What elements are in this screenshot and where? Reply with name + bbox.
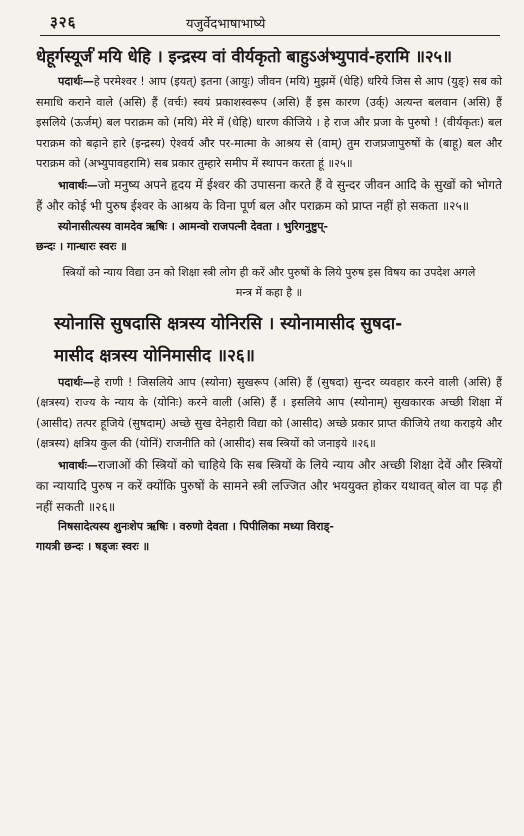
rishi-line-26a: स्योनासीत्यस्य वामदेव ऋषिः । आमन्वो राजपत्नी देवता । भुरिगनुष्टुप्- — [58, 219, 329, 233]
bhavarth-label: भावार्थः— — [58, 458, 98, 472]
page-header — [36, 0, 502, 40]
page-number: ३२६ — [50, 13, 77, 31]
padarth-26 — [36, 373, 502, 455]
running-title: यजुर्वेदभाषाभाष्ये — [186, 17, 266, 32]
padarth-text: हे राणी ! जिसलिये आप (स्योना) सुखरूप (असि) हैं (सुषदा) सुन्दर व्यवहार करने वाली (असि) हैं (क्षत्रस्य) राज्य के न्याय के (योनिः) करने वाली (असि) हैं । इसलिये आप (स्योनाम्) सुखकारक अच्छी शिक्षा में (आसीद) तत्पर हूजिये (सुषदाम्) अच्छे सुख देनेहारी विद्या को (आसीद) अच्छे प्रकार प्राप्त कीजिये तथा कराइये और (क्षत्रस्य) क्षत्रिय कुल की (योनिं) राजनीति को (आसीद) सब स्त्रियों को जनाइये ॥२६॥ — [36, 375, 502, 450]
verse-26-line1: स्योनासि सुषदासि क्षत्रस्य योनिरसि । स्योनामासीद सुषदा- — [54, 313, 403, 334]
rishi-line-27a: निषसादेत्यस्य शुनःशेप ऋषिः । वरुणो देवता । पिपीलिका मध्या विराड्- — [58, 520, 334, 533]
bhavarth-26 — [36, 455, 502, 518]
bhavarth-text: राजाओं की स्त्रियों को चाहिये कि सब स्त्रियों के लिये न्याय और अच्छी शिक्षा देवें और स्त्रियों का न्यायादि पुरुष न करें क्योंकि पुरुषों के सामने स्त्री लज्जित और भययुक्त होकर यथावत् बोल वा पढ़ ही नहीं सकती ॥२६॥ — [36, 457, 502, 514]
rishi-line-27b: गायत्री छन्दः । षड्जः स्वरः ॥ — [36, 540, 150, 553]
bhavarth-25 — [36, 175, 502, 217]
padarth-25 — [36, 72, 502, 175]
bhavarth-text: जो मनुष्य अपने हृदय में ईश्वर की उपासना करते हैं वे सुन्दर जीवन आदि के सुखों को भोगते हैं और कोई भी पुरुष ईश्वर के आश्रय के विना पूर्ण बल और पराक्रम को प्राप्त नहीं हो सकता ॥२५॥ — [36, 177, 502, 213]
rishi-line-26b: छन्दः । गान्धारः स्वरः ॥ — [36, 239, 127, 253]
verse-25: धेहूर्गस्यूर्ज॑ मयि धेहि । इन्द्रस्य वां वीर्यकृतो बाहुऽअ॑भ्युपाव॑-हरामि ॥२५॥ — [36, 47, 453, 66]
header-rule — [40, 35, 500, 36]
bhavarth-label: भावार्थः— — [58, 178, 98, 192]
padarth-label: पदार्थः— — [58, 375, 94, 389]
intro-26: स्त्रियों को न्याय विद्या उन को शिक्षा स्त्री लोग ही करें और पुरुषों के लिये पुरुष इस विषय का उपदेश अगले मन्त्र में कहा है ॥ — [62, 265, 476, 299]
padarth-text: हे परमेश्वर ! आप (इयत्) इतना (आयुः) जीवन (मयि) मुझमें (धेहि) धरिये जिस से आप (युङ्) सब को समाधि कराने वाले (असि) हैं (वर्चः) स्वयं प्रकाशस्वरूप (असि) हैं इस कारण (उर्क्) अत्यन्त बलवान (असि) हैं इसलिये (ऊर्जम्) बल पराक्रम को (मयि) मेरे में (धेहि) धारण कीजिये । हे राज और प्रजा के पुरुषो ! (वीर्यकृतः) बल पराक्रम को बढ़ाने हारे (इन्द्रस्य) ऐश्वर्य और पर-मात्मा के आश्रय से (वाम्) तुम राजप्रजापुरुषों के (बाहू) बल और पराक्रम को (अभ्युपावहरामि) सब प्रकार तुम्हारे समीप में स्थापन करता हूं ॥२५॥ — [36, 75, 502, 170]
padarth-label: पदार्थः— — [58, 75, 94, 88]
verse-26-line2: मासीद क्षत्रस्य योनिमासीद ॥२६॥ — [54, 345, 255, 366]
